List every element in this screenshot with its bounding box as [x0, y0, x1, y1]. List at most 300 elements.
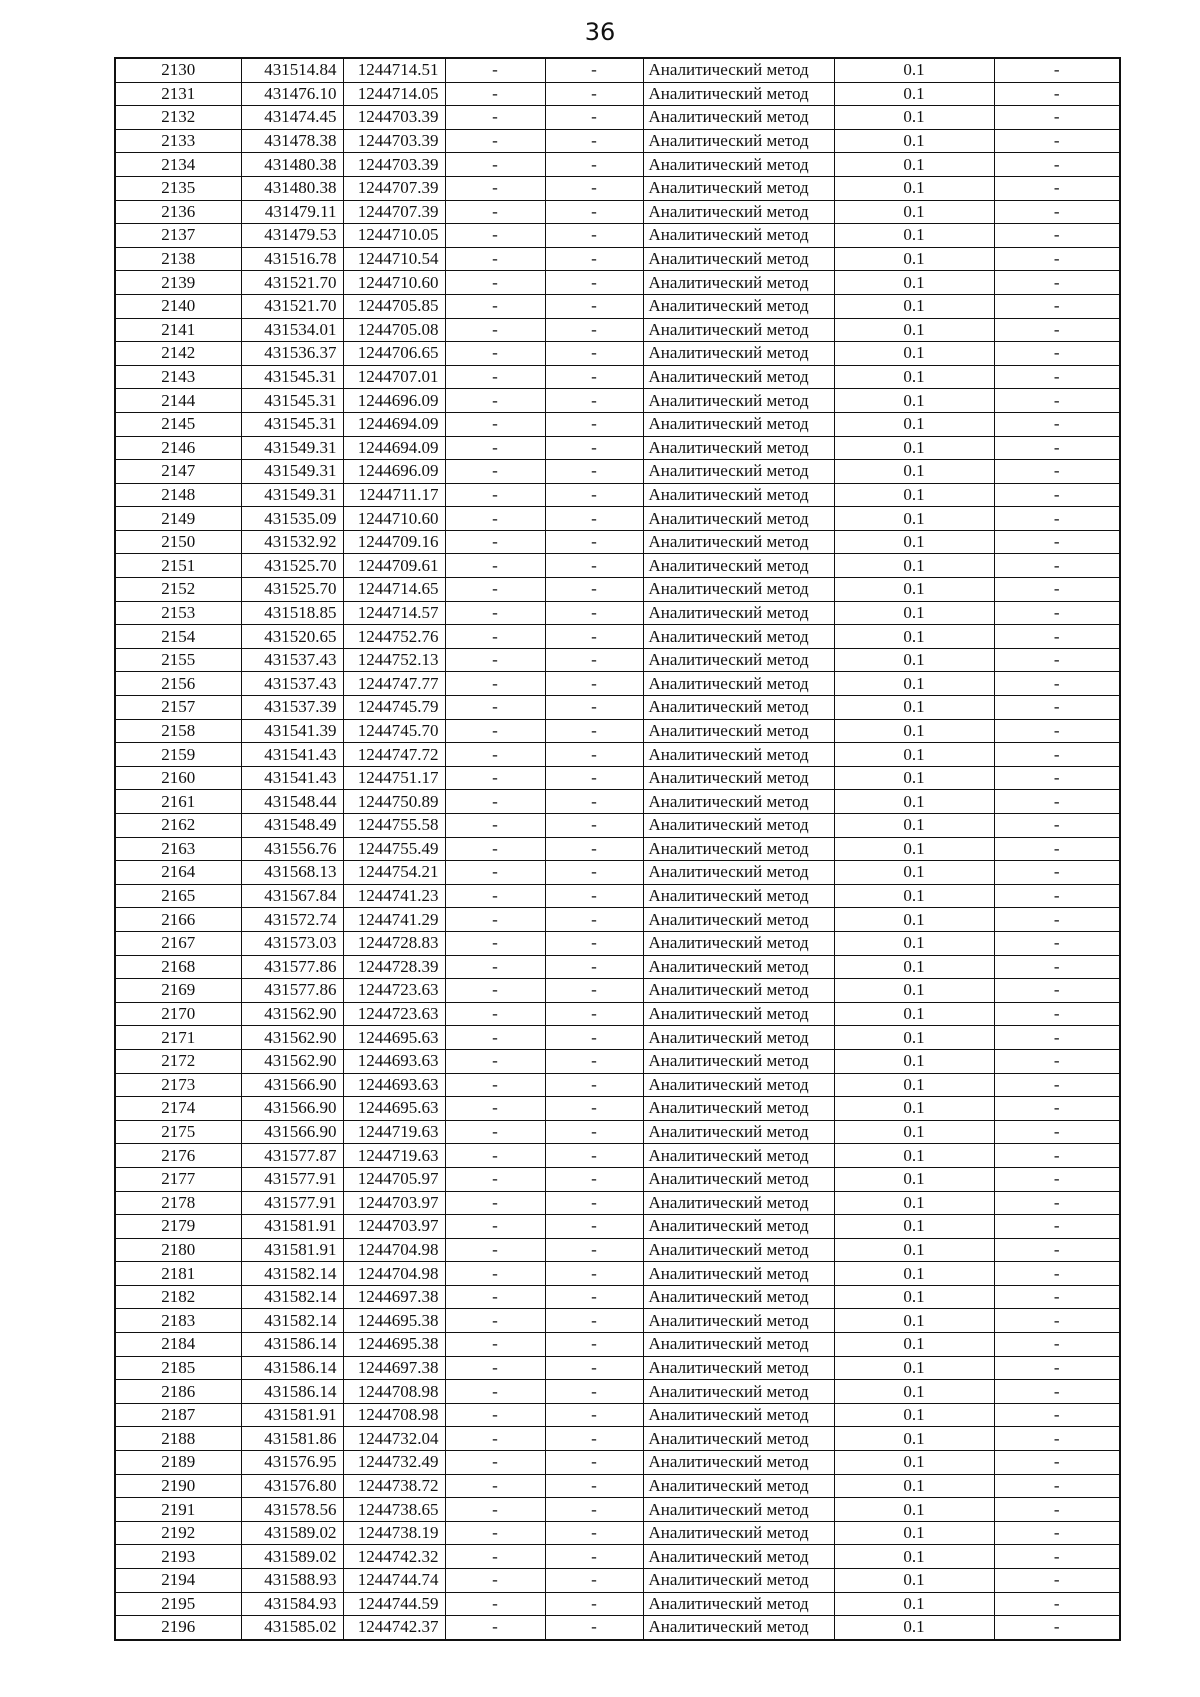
x-coordinate-cell: 431525.70: [241, 554, 343, 578]
method-cell: Аналитический метод: [643, 1451, 834, 1475]
method-cell: Аналитический метод: [643, 672, 834, 696]
dash-cell: -: [445, 1002, 545, 1026]
precision-cell: 0.1: [834, 460, 994, 484]
dash-cell: -: [994, 648, 1120, 672]
y-coordinate-cell: 1244723.63: [343, 1002, 445, 1026]
dash-cell: -: [994, 837, 1120, 861]
dash-cell: -: [994, 271, 1120, 295]
table-row: [115, 1002, 1120, 1026]
dash-cell: -: [545, 483, 643, 507]
method-cell: Аналитический метод: [643, 294, 834, 318]
dash-cell: -: [545, 1073, 643, 1097]
x-coordinate-cell: 431577.86: [241, 979, 343, 1003]
point-number-cell: 2130: [115, 58, 241, 82]
point-number-cell: 2170: [115, 1002, 241, 1026]
precision-cell: 0.1: [834, 176, 994, 200]
coordinates-table: [114, 57, 1121, 1641]
y-coordinate-cell: 1244745.70: [343, 719, 445, 743]
precision-cell: 0.1: [834, 1427, 994, 1451]
precision-cell: 0.1: [834, 294, 994, 318]
precision-cell: 0.1: [834, 153, 994, 177]
dash-cell: -: [994, 1285, 1120, 1309]
point-number-cell: 2158: [115, 719, 241, 743]
dash-cell: -: [545, 1333, 643, 1357]
table-row: [115, 1285, 1120, 1309]
dash-cell: -: [994, 82, 1120, 106]
y-coordinate-cell: 1244705.08: [343, 318, 445, 342]
x-coordinate-cell: 431549.31: [241, 483, 343, 507]
table-row: [115, 1521, 1120, 1545]
dash-cell: -: [445, 507, 545, 531]
table-row: [115, 1427, 1120, 1451]
precision-cell: 0.1: [834, 837, 994, 861]
method-cell: Аналитический метод: [643, 365, 834, 389]
y-coordinate-cell: 1244719.63: [343, 1144, 445, 1168]
precision-cell: 0.1: [834, 224, 994, 248]
precision-cell: 0.1: [834, 1215, 994, 1239]
y-coordinate-cell: 1244719.63: [343, 1120, 445, 1144]
dash-cell: -: [994, 436, 1120, 460]
dash-cell: -: [994, 743, 1120, 767]
method-cell: Аналитический метод: [643, 1569, 834, 1593]
dash-cell: -: [445, 1521, 545, 1545]
dash-cell: -: [445, 129, 545, 153]
point-number-cell: 2137: [115, 224, 241, 248]
x-coordinate-cell: 431562.90: [241, 1049, 343, 1073]
table-row: [115, 1167, 1120, 1191]
dash-cell: -: [545, 271, 643, 295]
method-cell: Аналитический метод: [643, 58, 834, 82]
dash-cell: -: [994, 294, 1120, 318]
dash-cell: -: [994, 1073, 1120, 1097]
dash-cell: -: [545, 672, 643, 696]
precision-cell: 0.1: [834, 696, 994, 720]
dash-cell: -: [994, 1238, 1120, 1262]
x-coordinate-cell: 431577.91: [241, 1191, 343, 1215]
x-coordinate-cell: 431532.92: [241, 530, 343, 554]
table-row: [115, 106, 1120, 130]
method-cell: Аналитический метод: [643, 176, 834, 200]
point-number-cell: 2148: [115, 483, 241, 507]
y-coordinate-cell: 1244728.83: [343, 931, 445, 955]
table-row: [115, 578, 1120, 602]
table-row: [115, 884, 1120, 908]
dash-cell: -: [445, 1238, 545, 1262]
dash-cell: -: [994, 955, 1120, 979]
dash-cell: -: [994, 578, 1120, 602]
table-row: [115, 1545, 1120, 1569]
dash-cell: -: [994, 1545, 1120, 1569]
table-row: [115, 412, 1120, 436]
x-coordinate-cell: 431572.74: [241, 908, 343, 932]
precision-cell: 0.1: [834, 884, 994, 908]
method-cell: Аналитический метод: [643, 837, 834, 861]
dash-cell: -: [994, 483, 1120, 507]
precision-cell: 0.1: [834, 578, 994, 602]
y-coordinate-cell: 1244747.77: [343, 672, 445, 696]
table-row: [115, 719, 1120, 743]
point-number-cell: 2155: [115, 648, 241, 672]
table-row: [115, 129, 1120, 153]
x-coordinate-cell: 431478.38: [241, 129, 343, 153]
x-coordinate-cell: 431589.02: [241, 1545, 343, 1569]
y-coordinate-cell: 1244707.39: [343, 176, 445, 200]
dash-cell: -: [994, 153, 1120, 177]
table-row: [115, 1238, 1120, 1262]
table-row: [115, 247, 1120, 271]
precision-cell: 0.1: [834, 625, 994, 649]
point-number-cell: 2167: [115, 931, 241, 955]
dash-cell: -: [545, 1356, 643, 1380]
dash-cell: -: [445, 1120, 545, 1144]
dash-cell: -: [545, 1167, 643, 1191]
method-cell: Аналитический метод: [643, 200, 834, 224]
dash-cell: -: [994, 106, 1120, 130]
x-coordinate-cell: 431479.53: [241, 224, 343, 248]
table-row: [115, 672, 1120, 696]
precision-cell: 0.1: [834, 530, 994, 554]
dash-cell: -: [445, 1167, 545, 1191]
y-coordinate-cell: 1244723.63: [343, 979, 445, 1003]
method-cell: Аналитический метод: [643, 696, 834, 720]
dash-cell: -: [545, 1049, 643, 1073]
y-coordinate-cell: 1244710.54: [343, 247, 445, 271]
precision-cell: 0.1: [834, 672, 994, 696]
table-row: [115, 1592, 1120, 1616]
dash-cell: -: [994, 1403, 1120, 1427]
y-coordinate-cell: 1244710.60: [343, 271, 445, 295]
table-row: [115, 1403, 1120, 1427]
y-coordinate-cell: 1244742.37: [343, 1616, 445, 1640]
precision-cell: 0.1: [834, 719, 994, 743]
point-number-cell: 2188: [115, 1427, 241, 1451]
dash-cell: -: [545, 1262, 643, 1286]
y-coordinate-cell: 1244710.05: [343, 224, 445, 248]
method-cell: Аналитический метод: [643, 507, 834, 531]
precision-cell: 0.1: [834, 601, 994, 625]
dash-cell: -: [445, 743, 545, 767]
precision-cell: 0.1: [834, 412, 994, 436]
precision-cell: 0.1: [834, 1380, 994, 1404]
precision-cell: 0.1: [834, 1521, 994, 1545]
precision-cell: 0.1: [834, 1356, 994, 1380]
coordinates-table-body: [115, 58, 1120, 1640]
y-coordinate-cell: 1244704.98: [343, 1238, 445, 1262]
dash-cell: -: [545, 1002, 643, 1026]
dash-cell: -: [994, 1167, 1120, 1191]
table-row: [115, 1569, 1120, 1593]
y-coordinate-cell: 1244745.79: [343, 696, 445, 720]
dash-cell: -: [994, 1569, 1120, 1593]
dash-cell: -: [445, 1545, 545, 1569]
dash-cell: -: [994, 1049, 1120, 1073]
dash-cell: -: [545, 837, 643, 861]
dash-cell: -: [445, 1569, 545, 1593]
method-cell: Аналитический метод: [643, 908, 834, 932]
table-row: [115, 271, 1120, 295]
dash-cell: -: [994, 1144, 1120, 1168]
dash-cell: -: [994, 176, 1120, 200]
y-coordinate-cell: 1244694.09: [343, 412, 445, 436]
dash-cell: -: [445, 1333, 545, 1357]
dash-cell: -: [445, 1474, 545, 1498]
dash-cell: -: [445, 884, 545, 908]
dash-cell: -: [994, 766, 1120, 790]
method-cell: Аналитический метод: [643, 931, 834, 955]
dash-cell: -: [994, 1498, 1120, 1522]
table-row: [115, 837, 1120, 861]
dash-cell: -: [545, 790, 643, 814]
point-number-cell: 2152: [115, 578, 241, 602]
precision-cell: 0.1: [834, 1451, 994, 1475]
method-cell: Аналитический метод: [643, 436, 834, 460]
point-number-cell: 2135: [115, 176, 241, 200]
table-row: [115, 1144, 1120, 1168]
x-coordinate-cell: 431577.87: [241, 1144, 343, 1168]
point-number-cell: 2176: [115, 1144, 241, 1168]
y-coordinate-cell: 1244704.98: [343, 1262, 445, 1286]
table-row: [115, 1191, 1120, 1215]
point-number-cell: 2183: [115, 1309, 241, 1333]
dash-cell: -: [994, 861, 1120, 885]
point-number-cell: 2140: [115, 294, 241, 318]
x-coordinate-cell: 431537.43: [241, 648, 343, 672]
point-number-cell: 2150: [115, 530, 241, 554]
point-number-cell: 2163: [115, 837, 241, 861]
method-cell: Аналитический метод: [643, 1474, 834, 1498]
y-coordinate-cell: 1244738.72: [343, 1474, 445, 1498]
point-number-cell: 2191: [115, 1498, 241, 1522]
y-coordinate-cell: 1244695.63: [343, 1026, 445, 1050]
table-row: [115, 1474, 1120, 1498]
y-coordinate-cell: 1244697.38: [343, 1356, 445, 1380]
dash-cell: -: [994, 672, 1120, 696]
precision-cell: 0.1: [834, 743, 994, 767]
page-number: 36: [584, 18, 616, 46]
dash-cell: -: [545, 1451, 643, 1475]
method-cell: Аналитический метод: [643, 460, 834, 484]
dash-cell: -: [994, 931, 1120, 955]
method-cell: Аналитический метод: [643, 1002, 834, 1026]
x-coordinate-cell: 431584.93: [241, 1592, 343, 1616]
x-coordinate-cell: 431562.90: [241, 1026, 343, 1050]
table-row: [115, 554, 1120, 578]
dash-cell: -: [994, 554, 1120, 578]
dash-cell: -: [445, 1403, 545, 1427]
dash-cell: -: [545, 1380, 643, 1404]
dash-cell: -: [994, 1521, 1120, 1545]
x-coordinate-cell: 431589.02: [241, 1521, 343, 1545]
dash-cell: -: [545, 861, 643, 885]
point-number-cell: 2159: [115, 743, 241, 767]
precision-cell: 0.1: [834, 436, 994, 460]
table-row: [115, 625, 1120, 649]
y-coordinate-cell: 1244754.21: [343, 861, 445, 885]
method-cell: Аналитический метод: [643, 82, 834, 106]
dash-cell: -: [994, 1309, 1120, 1333]
precision-cell: 0.1: [834, 861, 994, 885]
dash-cell: -: [445, 483, 545, 507]
table-row: [115, 176, 1120, 200]
point-number-cell: 2179: [115, 1215, 241, 1239]
x-coordinate-cell: 431514.84: [241, 58, 343, 82]
dash-cell: -: [445, 389, 545, 413]
x-coordinate-cell: 431480.38: [241, 153, 343, 177]
y-coordinate-cell: 1244693.63: [343, 1073, 445, 1097]
table-row: [115, 1215, 1120, 1239]
table-row: [115, 294, 1120, 318]
y-coordinate-cell: 1244706.65: [343, 342, 445, 366]
dash-cell: -: [545, 153, 643, 177]
method-cell: Аналитический метод: [643, 389, 834, 413]
method-cell: Аналитический метод: [643, 814, 834, 838]
y-coordinate-cell: 1244708.98: [343, 1403, 445, 1427]
method-cell: Аналитический метод: [643, 648, 834, 672]
y-coordinate-cell: 1244738.65: [343, 1498, 445, 1522]
method-cell: Аналитический метод: [643, 1073, 834, 1097]
x-coordinate-cell: 431582.14: [241, 1309, 343, 1333]
dash-cell: -: [445, 318, 545, 342]
method-cell: Аналитический метод: [643, 1144, 834, 1168]
point-number-cell: 2134: [115, 153, 241, 177]
dash-cell: -: [545, 412, 643, 436]
point-number-cell: 2192: [115, 1521, 241, 1545]
dash-cell: -: [445, 1215, 545, 1239]
dash-cell: -: [445, 861, 545, 885]
point-number-cell: 2165: [115, 884, 241, 908]
x-coordinate-cell: 431581.91: [241, 1215, 343, 1239]
dash-cell: -: [545, 931, 643, 955]
method-cell: Аналитический метод: [643, 1498, 834, 1522]
x-coordinate-cell: 431480.38: [241, 176, 343, 200]
y-coordinate-cell: 1244703.39: [343, 153, 445, 177]
method-cell: Аналитический метод: [643, 790, 834, 814]
dash-cell: -: [994, 247, 1120, 271]
dash-cell: -: [445, 1616, 545, 1640]
x-coordinate-cell: 431562.90: [241, 1002, 343, 1026]
x-coordinate-cell: 431586.14: [241, 1380, 343, 1404]
dash-cell: -: [545, 1309, 643, 1333]
dash-cell: -: [994, 1002, 1120, 1026]
dash-cell: -: [545, 766, 643, 790]
x-coordinate-cell: 431567.84: [241, 884, 343, 908]
dash-cell: -: [445, 625, 545, 649]
dash-cell: -: [994, 318, 1120, 342]
y-coordinate-cell: 1244703.97: [343, 1215, 445, 1239]
y-coordinate-cell: 1244695.38: [343, 1309, 445, 1333]
dash-cell: -: [445, 82, 545, 106]
y-coordinate-cell: 1244714.65: [343, 578, 445, 602]
dash-cell: -: [545, 224, 643, 248]
table-row: [115, 365, 1120, 389]
table-row: [115, 1498, 1120, 1522]
dash-cell: -: [545, 696, 643, 720]
dash-cell: -: [545, 365, 643, 389]
dash-cell: -: [445, 1380, 545, 1404]
dash-cell: -: [545, 1097, 643, 1121]
dash-cell: -: [994, 1380, 1120, 1404]
dash-cell: -: [994, 979, 1120, 1003]
dash-cell: -: [545, 129, 643, 153]
point-number-cell: 2131: [115, 82, 241, 106]
precision-cell: 0.1: [834, 908, 994, 932]
dash-cell: -: [445, 436, 545, 460]
point-number-cell: 2160: [115, 766, 241, 790]
point-number-cell: 2139: [115, 271, 241, 295]
y-coordinate-cell: 1244744.74: [343, 1569, 445, 1593]
dash-cell: -: [445, 342, 545, 366]
x-coordinate-cell: 431521.70: [241, 294, 343, 318]
y-coordinate-cell: 1244741.23: [343, 884, 445, 908]
dash-cell: -: [445, 1285, 545, 1309]
dash-cell: -: [545, 955, 643, 979]
point-number-cell: 2153: [115, 601, 241, 625]
point-number-cell: 2184: [115, 1333, 241, 1357]
precision-cell: 0.1: [834, 271, 994, 295]
y-coordinate-cell: 1244742.32: [343, 1545, 445, 1569]
dash-cell: -: [445, 1427, 545, 1451]
dash-cell: -: [994, 625, 1120, 649]
method-cell: Аналитический метод: [643, 1333, 834, 1357]
dash-cell: -: [545, 106, 643, 130]
precision-cell: 0.1: [834, 1167, 994, 1191]
table-row: [115, 200, 1120, 224]
precision-cell: 0.1: [834, 106, 994, 130]
y-coordinate-cell: 1244732.04: [343, 1427, 445, 1451]
method-cell: Аналитический метод: [643, 1285, 834, 1309]
point-number-cell: 2180: [115, 1238, 241, 1262]
x-coordinate-cell: 431548.44: [241, 790, 343, 814]
dash-cell: -: [545, 1569, 643, 1593]
precision-cell: 0.1: [834, 1262, 994, 1286]
method-cell: Аналитический метод: [643, 153, 834, 177]
point-number-cell: 2151: [115, 554, 241, 578]
point-number-cell: 2194: [115, 1569, 241, 1593]
dash-cell: -: [545, 247, 643, 271]
method-cell: Аналитический метод: [643, 578, 834, 602]
table-row: [115, 696, 1120, 720]
dash-cell: -: [545, 625, 643, 649]
precision-cell: 0.1: [834, 1616, 994, 1640]
dash-cell: -: [545, 1285, 643, 1309]
y-coordinate-cell: 1244695.38: [343, 1333, 445, 1357]
y-coordinate-cell: 1244747.72: [343, 743, 445, 767]
table-row: [115, 460, 1120, 484]
x-coordinate-cell: 431573.03: [241, 931, 343, 955]
point-number-cell: 2136: [115, 200, 241, 224]
y-coordinate-cell: 1244752.13: [343, 648, 445, 672]
precision-cell: 0.1: [834, 1309, 994, 1333]
x-coordinate-cell: 431566.90: [241, 1097, 343, 1121]
dash-cell: -: [994, 814, 1120, 838]
dash-cell: -: [994, 884, 1120, 908]
dash-cell: -: [994, 389, 1120, 413]
dash-cell: -: [994, 365, 1120, 389]
dash-cell: -: [545, 200, 643, 224]
table-row: [115, 1026, 1120, 1050]
x-coordinate-cell: 431534.01: [241, 318, 343, 342]
precision-cell: 0.1: [834, 1333, 994, 1357]
dash-cell: -: [545, 719, 643, 743]
dash-cell: -: [545, 507, 643, 531]
x-coordinate-cell: 431541.43: [241, 766, 343, 790]
dash-cell: -: [545, 601, 643, 625]
dash-cell: -: [445, 814, 545, 838]
table-row: [115, 436, 1120, 460]
method-cell: Аналитический метод: [643, 719, 834, 743]
table-row: [115, 790, 1120, 814]
dash-cell: -: [545, 814, 643, 838]
